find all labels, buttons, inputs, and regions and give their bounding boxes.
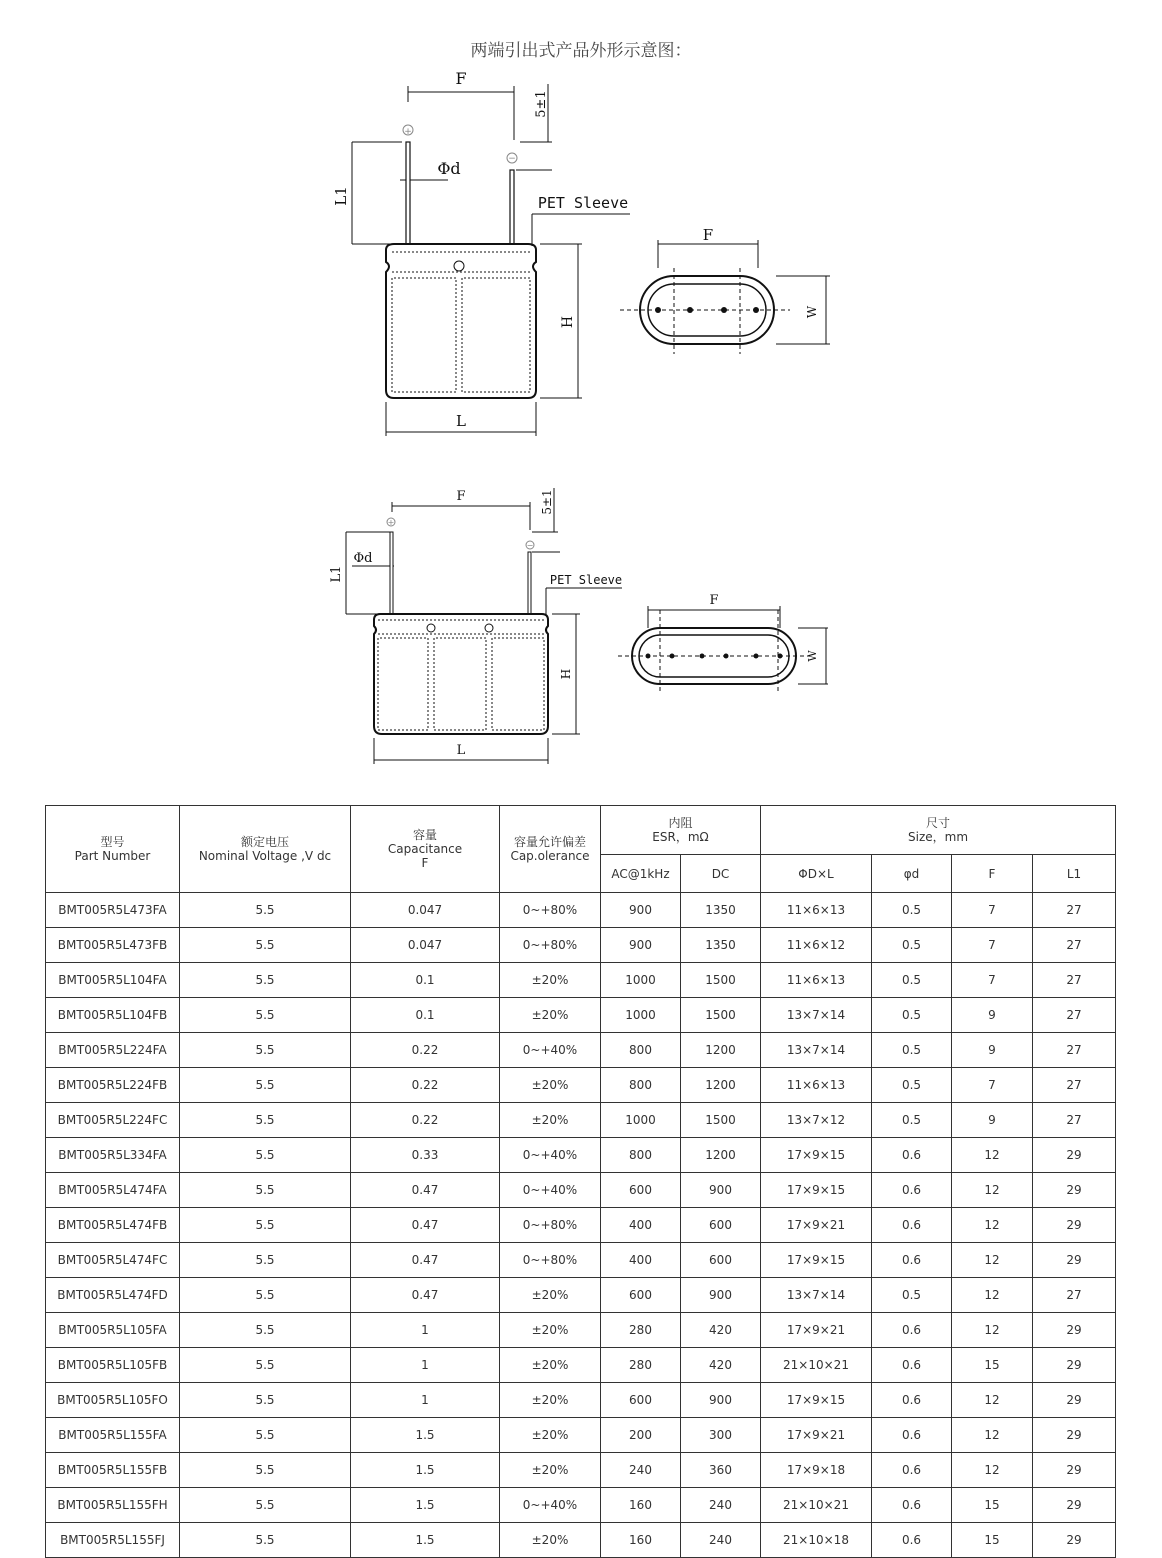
table-row <box>46 893 1116 928</box>
top-view-F-label: F <box>702 226 714 244</box>
header-tolerance: 容量允许偏差 Cap.olerance <box>500 806 601 893</box>
table-cell: BMT005R5L105FA <box>46 1313 180 1348</box>
outline-drawing-1 <box>0 60 1162 450</box>
table-cell: ±20% <box>500 1103 601 1138</box>
table-cell: 1000 <box>601 1103 681 1138</box>
table-cell: 5.5 <box>180 1033 351 1068</box>
header-dxl: ΦD×L <box>761 855 872 893</box>
table-cell: 7 <box>952 928 1033 963</box>
minus-icon-2: − <box>526 541 534 550</box>
table-cell: BMT005R5L474FA <box>46 1173 180 1208</box>
table-cell: 0.47 <box>351 1173 500 1208</box>
table-cell: 0.47 <box>351 1243 500 1278</box>
table-cell: ±20% <box>500 1068 601 1103</box>
table-cell: 1 <box>351 1348 500 1383</box>
table-cell: 15 <box>952 1348 1033 1383</box>
table-cell: 420 <box>681 1348 761 1383</box>
table-cell: 5.5 <box>180 1348 351 1383</box>
table-cell: 27 <box>1033 1103 1116 1138</box>
header-phid: φd <box>872 855 952 893</box>
table-cell: 0.6 <box>872 1243 952 1278</box>
table-cell: 900 <box>681 1173 761 1208</box>
table-row <box>46 1173 1116 1208</box>
table-cell: 5.5 <box>180 1278 351 1313</box>
table-cell: BMT005R5L473FB <box>46 928 180 963</box>
table-cell: 11×6×12 <box>761 928 872 963</box>
table-cell: 0.5 <box>872 893 952 928</box>
table-cell: ±20% <box>500 1348 601 1383</box>
table-cell: ±20% <box>500 1453 601 1488</box>
dim-phi-d-label: Φd <box>437 159 461 178</box>
table-row <box>46 1488 1116 1523</box>
table-cell: 17×9×15 <box>761 1138 872 1173</box>
table-cell: 9 <box>952 998 1033 1033</box>
table-cell: 5.5 <box>180 1208 351 1243</box>
table-cell: BMT005R5L155FA <box>46 1418 180 1453</box>
table-cell: 1000 <box>601 963 681 998</box>
table-cell: 0.22 <box>351 1103 500 1138</box>
page-title: 两端引出式产品外形示意图： <box>470 41 692 61</box>
pet-sleeve-label: PET Sleeve <box>537 194 629 212</box>
table-cell: 12 <box>952 1383 1033 1418</box>
dim2-tolerance-label: 5±1 <box>540 489 554 515</box>
table-cell: 0.6 <box>872 1523 952 1558</box>
table-cell: 900 <box>601 893 681 928</box>
table-cell: 27 <box>1033 928 1116 963</box>
table-cell: 1.5 <box>351 1418 500 1453</box>
table-cell: BMT005R5L474FD <box>46 1278 180 1313</box>
header-l1: L1 <box>1033 855 1116 893</box>
table-cell: 29 <box>1033 1348 1116 1383</box>
table-cell: 600 <box>601 1173 681 1208</box>
table-cell: 0~+80% <box>500 928 601 963</box>
table-cell: 5.5 <box>180 1243 351 1278</box>
table-cell: 0.5 <box>872 928 952 963</box>
table-cell: 1000 <box>601 998 681 1033</box>
table-cell: 0.047 <box>351 893 500 928</box>
table-cell: 0~+80% <box>500 1208 601 1243</box>
table-cell: 0.6 <box>872 1453 952 1488</box>
table-cell: 21×10×21 <box>761 1348 872 1383</box>
table-cell: 0.5 <box>872 1033 952 1068</box>
table-cell: 12 <box>952 1313 1033 1348</box>
table-cell: 21×10×18 <box>761 1523 872 1558</box>
table-cell: 0~+40% <box>500 1033 601 1068</box>
outline-drawing-2 <box>0 480 1162 770</box>
table-cell: 27 <box>1033 893 1116 928</box>
table-cell: 29 <box>1033 1313 1116 1348</box>
table-cell: 420 <box>681 1313 761 1348</box>
plus-icon-2: + <box>387 518 395 527</box>
table-cell: ±20% <box>500 1313 601 1348</box>
table-row <box>46 1523 1116 1558</box>
table-cell: 21×10×21 <box>761 1488 872 1523</box>
table-cell: 5.5 <box>180 1418 351 1453</box>
table-cell: 5.5 <box>180 1383 351 1418</box>
table-cell: 0.5 <box>872 1278 952 1313</box>
table-cell: BMT005R5L474FB <box>46 1208 180 1243</box>
table-cell: 11×6×13 <box>761 1068 872 1103</box>
table-cell: 900 <box>681 1278 761 1313</box>
table-cell: 0.1 <box>351 998 500 1033</box>
table-cell: 800 <box>601 1033 681 1068</box>
table-cell: 13×7×12 <box>761 1103 872 1138</box>
table-row <box>46 1348 1116 1383</box>
table-cell: 12 <box>952 1173 1033 1208</box>
table-cell: 29 <box>1033 1523 1116 1558</box>
table-cell: 0~+40% <box>500 1173 601 1208</box>
table-cell: 27 <box>1033 1033 1116 1068</box>
table-cell: 15 <box>952 1488 1033 1523</box>
table-cell: 0.6 <box>872 1488 952 1523</box>
table-cell: ±20% <box>500 963 601 998</box>
table-cell: 0.5 <box>872 998 952 1033</box>
table-cell: 800 <box>601 1138 681 1173</box>
table-cell: 15 <box>952 1523 1033 1558</box>
table-cell: 17×9×15 <box>761 1383 872 1418</box>
table-row <box>46 1383 1116 1418</box>
table-cell: 11×6×13 <box>761 893 872 928</box>
table-cell: 5.5 <box>180 998 351 1033</box>
table-cell: BMT005R5L104FA <box>46 963 180 998</box>
table-cell: 5.5 <box>180 1138 351 1173</box>
table-cell: 12 <box>952 1278 1033 1313</box>
table-cell: 160 <box>601 1488 681 1523</box>
table-cell: 0~+40% <box>500 1488 601 1523</box>
table-cell: BMT005R5L224FA <box>46 1033 180 1068</box>
table-cell: 360 <box>681 1453 761 1488</box>
table-cell: 5.5 <box>180 1103 351 1138</box>
table-cell: 27 <box>1033 1278 1116 1313</box>
table-cell: 17×9×15 <box>761 1243 872 1278</box>
dim2-H-label: H <box>559 668 573 680</box>
table-row <box>46 928 1116 963</box>
table-cell: 0.22 <box>351 1033 500 1068</box>
table-cell: 1.5 <box>351 1523 500 1558</box>
header-esr: 内阻 ESR，mΩ <box>601 806 761 855</box>
table-cell: BMT005R5L105FB <box>46 1348 180 1383</box>
table-cell: 5.5 <box>180 963 351 998</box>
table-cell: 240 <box>681 1488 761 1523</box>
table-row <box>46 998 1116 1033</box>
table-cell: 240 <box>681 1523 761 1558</box>
table-row <box>46 1418 1116 1453</box>
table-cell: 1500 <box>681 963 761 998</box>
header-nominal-voltage: 额定电压 Nominal Voltage ,V dc <box>180 806 351 893</box>
table-cell: 0.6 <box>872 1208 952 1243</box>
top-view-W-label: W <box>805 305 819 319</box>
table-cell: 0.6 <box>872 1383 952 1418</box>
table-cell: 29 <box>1033 1418 1116 1453</box>
table-cell: 5.5 <box>180 1453 351 1488</box>
table-cell: ±20% <box>500 1278 601 1313</box>
table-cell: 1200 <box>681 1068 761 1103</box>
header-size: 尺寸 Size，mm <box>761 806 1116 855</box>
table-cell: 12 <box>952 1138 1033 1173</box>
table-cell: 0.6 <box>872 1138 952 1173</box>
table-cell: 0.5 <box>872 1103 952 1138</box>
table-row <box>46 1138 1116 1173</box>
table-row <box>46 1278 1116 1313</box>
table-cell: 240 <box>601 1453 681 1488</box>
table-cell: BMT005R5L105FO <box>46 1383 180 1418</box>
table-cell: 1200 <box>681 1033 761 1068</box>
table-cell: 0.1 <box>351 963 500 998</box>
table-cell: 29 <box>1033 1208 1116 1243</box>
table-cell: 17×9×18 <box>761 1453 872 1488</box>
table-row <box>46 1243 1116 1278</box>
table-cell: 1 <box>351 1313 500 1348</box>
table-cell: 1350 <box>681 893 761 928</box>
table-row <box>46 1068 1116 1103</box>
table-cell: 0~+80% <box>500 893 601 928</box>
dim2-F-label: F <box>456 489 466 504</box>
table-cell: 13×7×14 <box>761 1278 872 1313</box>
table-cell: 5.5 <box>180 1173 351 1208</box>
table-cell: 27 <box>1033 998 1116 1033</box>
table-cell: 13×7×14 <box>761 1033 872 1068</box>
table-cell: 17×9×21 <box>761 1208 872 1243</box>
table-cell: 0.5 <box>872 1068 952 1103</box>
table-cell: 900 <box>601 928 681 963</box>
table-cell: 29 <box>1033 1453 1116 1488</box>
table-cell: 0.047 <box>351 928 500 963</box>
table-cell: 17×9×21 <box>761 1313 872 1348</box>
table-cell: 0.22 <box>351 1068 500 1103</box>
table-cell: 0.6 <box>872 1173 952 1208</box>
table-cell: BMT005R5L104FB <box>46 998 180 1033</box>
dim-F-label: F <box>455 69 467 88</box>
dim-tolerance-label: 5±1 <box>534 90 549 118</box>
table-cell: 0.47 <box>351 1278 500 1313</box>
table-cell: 5.5 <box>180 928 351 963</box>
table-cell: 0.33 <box>351 1138 500 1173</box>
pet-sleeve-label-2: PET Sleeve <box>549 573 623 587</box>
table-cell: 5.5 <box>180 1488 351 1523</box>
table-cell: 27 <box>1033 1068 1116 1103</box>
table-cell: BMT005R5L155FB <box>46 1453 180 1488</box>
table-row <box>46 1033 1116 1068</box>
dim-L1-label: L1 <box>332 186 350 206</box>
table-cell: 29 <box>1033 1138 1116 1173</box>
table-cell: 5.5 <box>180 1313 351 1348</box>
table-cell: 0~+40% <box>500 1138 601 1173</box>
table-cell: 1.5 <box>351 1453 500 1488</box>
table-cell: 9 <box>952 1103 1033 1138</box>
table-cell: 1.5 <box>351 1488 500 1523</box>
table-cell: 0~+80% <box>500 1243 601 1278</box>
table-row <box>46 1313 1116 1348</box>
table-cell: 600 <box>681 1208 761 1243</box>
spec-table-body <box>46 893 1116 1558</box>
table-cell: 280 <box>601 1348 681 1383</box>
table-cell: ±20% <box>500 1523 601 1558</box>
table-cell: 13×7×14 <box>761 998 872 1033</box>
table-row <box>46 1208 1116 1243</box>
header-dc: DC <box>681 855 761 893</box>
table-cell: 400 <box>601 1208 681 1243</box>
dim-L-label: L <box>456 412 466 430</box>
table-cell: 12 <box>952 1453 1033 1488</box>
table-cell: 29 <box>1033 1383 1116 1418</box>
table-row <box>46 1453 1116 1488</box>
dim2-L-label: L <box>456 743 466 758</box>
table-cell: 29 <box>1033 1173 1116 1208</box>
table-cell: 11×6×13 <box>761 963 872 998</box>
table-cell: BMT005R5L474FC <box>46 1243 180 1278</box>
table-cell: 9 <box>952 1033 1033 1068</box>
table-cell: 12 <box>952 1243 1033 1278</box>
minus-icon: − <box>508 154 516 164</box>
table-cell: 600 <box>601 1383 681 1418</box>
table-cell: 200 <box>601 1418 681 1453</box>
table-cell: 160 <box>601 1523 681 1558</box>
table-cell: BMT005R5L155FH <box>46 1488 180 1523</box>
table-cell: 280 <box>601 1313 681 1348</box>
table-cell: 12 <box>952 1208 1033 1243</box>
table-cell: 17×9×21 <box>761 1418 872 1453</box>
table-cell: 17×9×15 <box>761 1173 872 1208</box>
table-cell: 0.6 <box>872 1313 952 1348</box>
table-cell: 1500 <box>681 998 761 1033</box>
table-cell: 1 <box>351 1383 500 1418</box>
table-cell: 300 <box>681 1418 761 1453</box>
table-cell: 7 <box>952 1068 1033 1103</box>
table-cell: 5.5 <box>180 1068 351 1103</box>
dim-H-label: H <box>560 315 576 329</box>
table-cell: 900 <box>681 1383 761 1418</box>
dim2-L1-label: L1 <box>329 565 344 583</box>
table-cell: 800 <box>601 1068 681 1103</box>
top-view2-W-label: W <box>806 650 819 662</box>
plus-icon: + <box>404 127 412 137</box>
table-cell: 1350 <box>681 928 761 963</box>
table-cell: ±20% <box>500 1418 601 1453</box>
table-cell: 600 <box>681 1243 761 1278</box>
top-view2-F-label: F <box>709 593 719 608</box>
table-cell: 29 <box>1033 1488 1116 1523</box>
table-cell: 5.5 <box>180 1523 351 1558</box>
table-cell: 1200 <box>681 1138 761 1173</box>
table-cell: ±20% <box>500 1383 601 1418</box>
table-cell: 7 <box>952 963 1033 998</box>
table-cell: 1500 <box>681 1103 761 1138</box>
table-cell: BMT005R5L155FJ <box>46 1523 180 1558</box>
dim2-phi-d-label: Φd <box>353 551 373 566</box>
table-cell: 400 <box>601 1243 681 1278</box>
header-part-number: 型号 Part Number <box>46 806 180 893</box>
table-cell: 7 <box>952 893 1033 928</box>
table-cell: 0.6 <box>872 1418 952 1453</box>
table-cell: 0.5 <box>872 963 952 998</box>
table-cell: BMT005R5L224FB <box>46 1068 180 1103</box>
table-cell: 29 <box>1033 1243 1116 1278</box>
table-cell: BMT005R5L473FA <box>46 893 180 928</box>
table-cell: 5.5 <box>180 893 351 928</box>
table-cell: 600 <box>601 1278 681 1313</box>
spec-table <box>45 805 1116 1558</box>
table-cell: 0.47 <box>351 1208 500 1243</box>
table-cell: 27 <box>1033 963 1116 998</box>
table-cell: 0.6 <box>872 1348 952 1383</box>
table-cell: BMT005R5L224FC <box>46 1103 180 1138</box>
table-cell: 12 <box>952 1418 1033 1453</box>
header-capacitance: 容量 Capacitance F <box>351 806 500 893</box>
table-cell: BMT005R5L334FA <box>46 1138 180 1173</box>
header-ac: AC@1kHz <box>601 855 681 893</box>
table-row <box>46 1103 1116 1138</box>
header-f: F <box>952 855 1033 893</box>
table-row <box>46 963 1116 998</box>
table-cell: ±20% <box>500 998 601 1033</box>
